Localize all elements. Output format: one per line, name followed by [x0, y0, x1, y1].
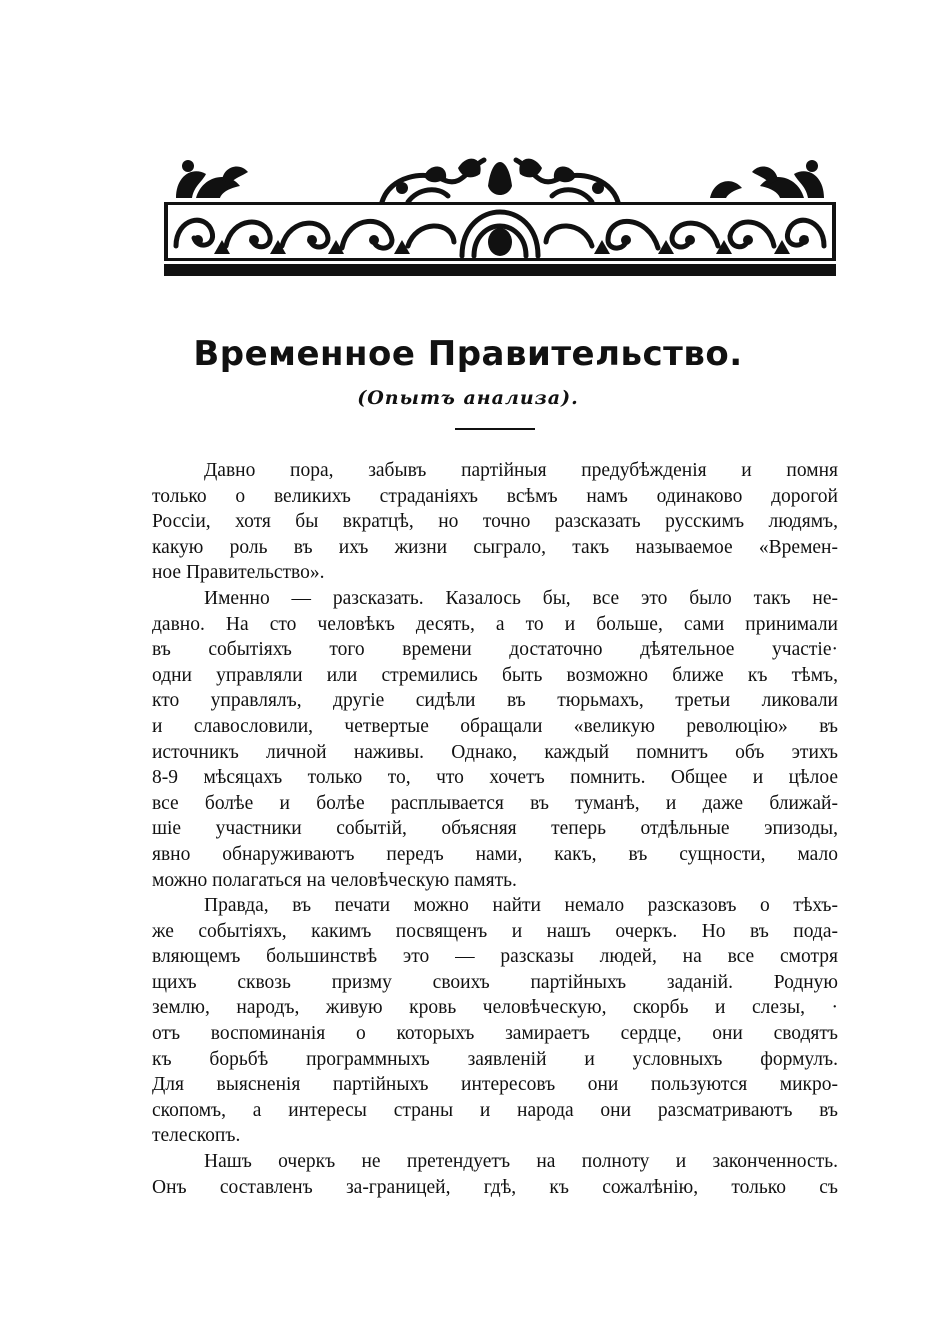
- paragraph-4: [152, 1149, 838, 1200]
- body-text: [152, 458, 838, 1200]
- text-line: Давно пора, забывъ партійныя предубѣжденія и помня: [204, 460, 838, 481]
- paragraph-2: [152, 586, 838, 893]
- text-line: телескопъ.: [152, 1125, 241, 1147]
- text-line: отъ воспоминанія о которыхъ замираетъ сердце, они сводятъ: [152, 1023, 838, 1045]
- chapter-subtitle: (Опытъ анализа).: [357, 387, 579, 409]
- text-line: все болѣе и болѣе расплывается въ туманѣ, и даже ближай-: [152, 792, 838, 814]
- paragraph-1: [152, 458, 838, 586]
- text-line: скопомъ, а интересы страны и народа они разсматриваютъ въ: [152, 1099, 838, 1121]
- text-line: и славословили, четвертые обращали «великую революцію» въ: [152, 715, 838, 737]
- text-line: одни управляли или стремились быть возможно ближе къ тѣмъ,: [152, 664, 838, 686]
- text-line: Именно — разсказать. Казалось бы, все это было такъ не-: [204, 587, 838, 609]
- text-line: давно. На сто человѣкъ десять, а то и больше, сами принимали: [152, 613, 838, 635]
- chapter-title: Временное Правительство.: [193, 334, 743, 374]
- text-line: въ событіяхъ того времени достаточно дѣятельное участіе·: [152, 639, 838, 661]
- text-line: же событіяхъ, какимъ посвященъ и нашъ очеркъ. Но въ пода-: [152, 920, 838, 942]
- text-line: Правда, въ печати можно найти немало разсказовъ о тѣхъ-: [204, 895, 838, 917]
- text-line: только о великихъ страданіяхъ всѣмъ намъ одинаково дорогой: [152, 485, 838, 507]
- text-line: источникъ личной наживы. Однако, каждый помнитъ объ этихъ: [152, 741, 838, 763]
- text-line: какую роль въ ихъ жизни сыграло, такъ называемое «Времен-: [152, 536, 838, 558]
- text-line: къ борьбѣ программныхъ заявленій и условныхъ формулъ.: [152, 1048, 838, 1070]
- decorative-headpiece-ornament: [162, 146, 838, 282]
- text-line: явно обнаруживаютъ передъ нами, какъ, въ сущности, мало: [152, 843, 838, 865]
- text-line: Для выясненія партійныхъ интересовъ они пользуются микро-: [152, 1074, 838, 1096]
- text-line: ное Правительство».: [152, 562, 325, 584]
- title-divider-rule: [455, 428, 535, 430]
- text-line: щихъ сквозь призму своихъ партійныхъ заданій. Родную: [152, 971, 838, 993]
- text-line: кто управлялъ, другіе сидѣли въ тюрьмахъ, третьи ликовали: [152, 690, 838, 712]
- text-line: 8-9 мѣсяцахъ только то, что хочетъ помнить. Общее и цѣлое: [152, 767, 838, 789]
- paragraph-3: [152, 893, 838, 1149]
- text-line: вляющемъ большинствѣ это — разсказы людей, на все смотря: [152, 946, 838, 968]
- text-line: Россіи, хотя бы вкратцѣ, но точно разсказать русскимъ людямъ,: [152, 511, 838, 533]
- text-line: Нашъ очеркъ не претендуетъ на полноту и законченность.: [204, 1151, 838, 1173]
- text-line: шіе участники событій, объясняя теперь отдѣльные эпизоды,: [152, 818, 838, 840]
- text-line: Онъ составленъ за-границей, гдѣ, къ сожалѣнію, только съ: [152, 1176, 838, 1198]
- text-line: землю, народъ, живую кровь человѣческую, скорбь и слезы, ·: [152, 997, 838, 1019]
- text-line: можно полагаться на человѣческую память.: [152, 869, 517, 891]
